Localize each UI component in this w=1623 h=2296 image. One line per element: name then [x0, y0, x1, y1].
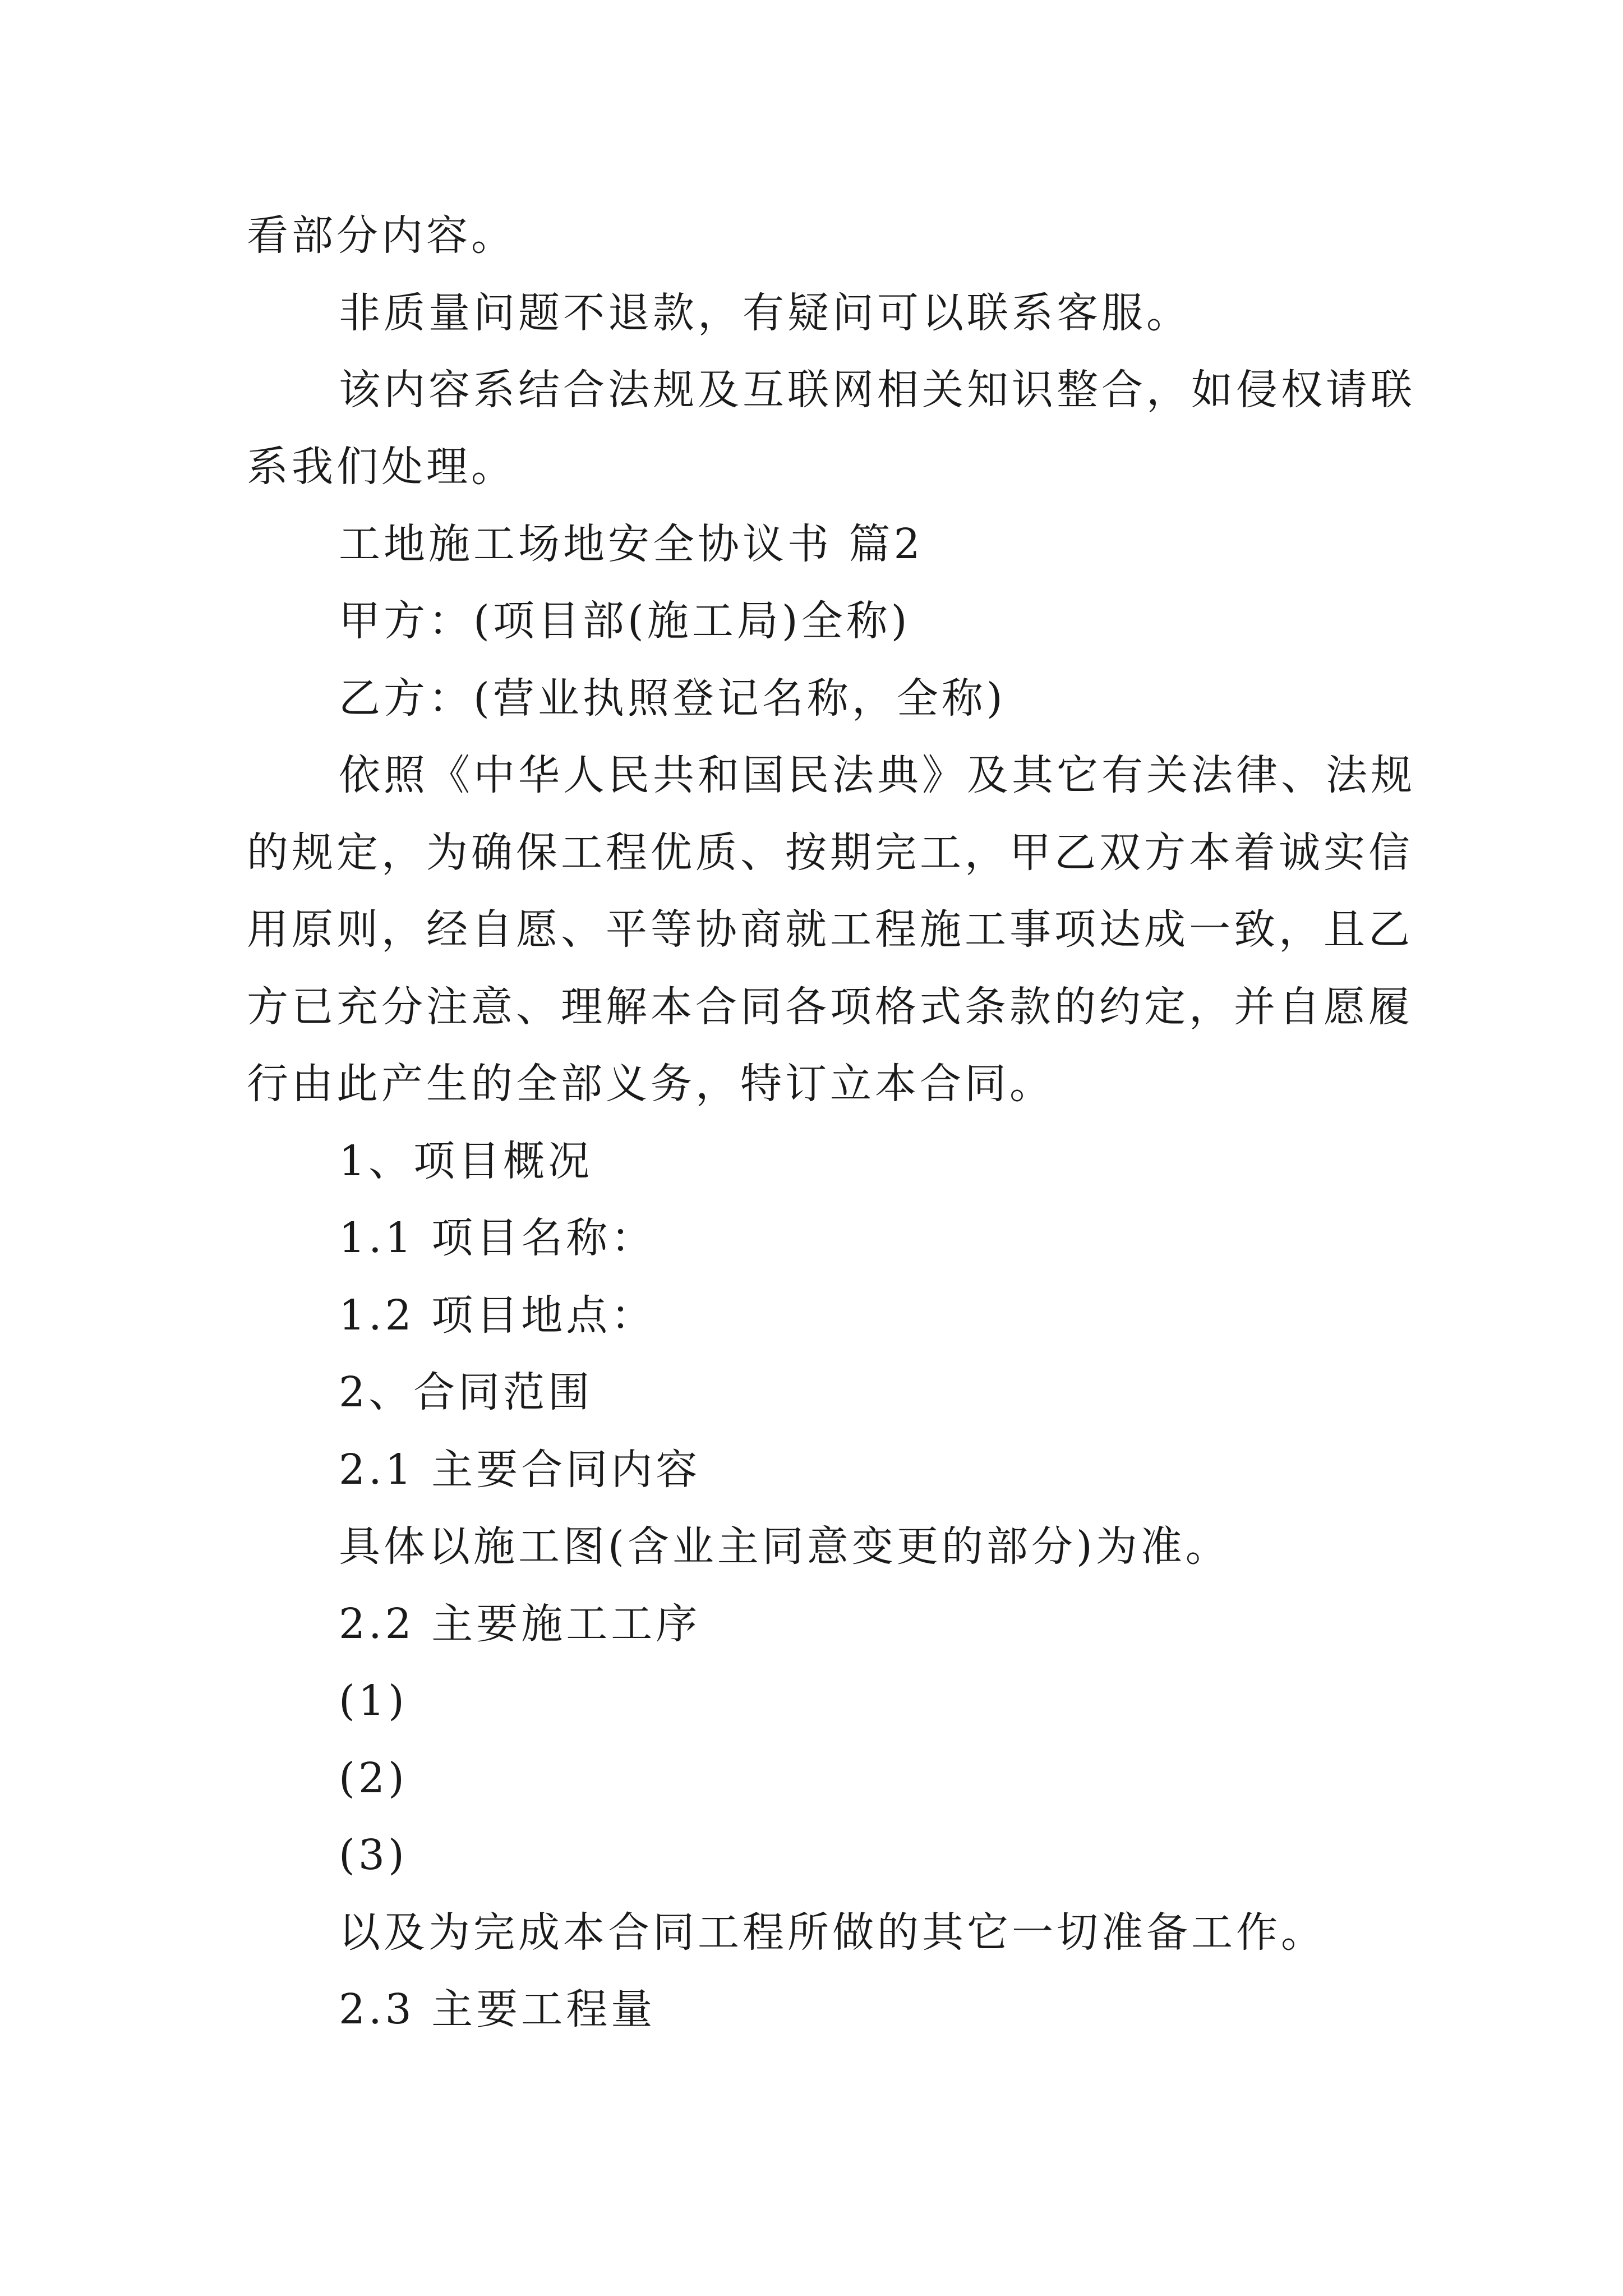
text-line: 乙方：(营业执照登记名称，全称): [339, 674, 1006, 723]
text-line: 看部分内容。: [247, 211, 516, 260]
text-line: 的规定，为确保工程优质、按期完工，甲乙双方本着诚实信: [247, 829, 1413, 877]
text-line: 1.1 项目名称：: [339, 1214, 656, 1262]
text-line: (1): [339, 1677, 408, 1725]
text-line: 2.1 主要合同内容: [339, 1446, 701, 1494]
text-line: 方已充分注意、理解本合同各项格式条款的约定，并自愿履: [247, 983, 1413, 1031]
text-line: (3): [339, 1831, 408, 1879]
text-line: 1、项目概况: [339, 1137, 593, 1185]
text-line: 以及为完成本合同工程所做的其它一切准备工作。: [339, 1908, 1326, 1957]
text-line: 具体以施工图(含业主同意变更的部分)为准。: [339, 1522, 1230, 1571]
text-line: 该内容系结合法规及互联网相关知识整合，如侵权请联: [339, 366, 1415, 414]
text-line: 甲方：(项目部(施工局)全称): [339, 597, 911, 645]
text-line: 2、合同范围: [339, 1368, 593, 1416]
text-line: 2.3 主要工程量: [339, 1985, 656, 2033]
text-line: (2): [339, 1754, 408, 1802]
text-line: 2.2 主要施工工序: [339, 1600, 701, 1648]
text-line: 用原则，经自愿、平等协商就工程施工事项达成一致，且乙: [247, 905, 1413, 954]
text-line: 行由此产生的全部义务，特订立本合同。: [247, 1060, 1054, 1108]
text-line: 依照《中华人民共和国民法典》及其它有关法律、法规: [339, 751, 1415, 799]
section-heading: 工地施工场地安全协议书 篇2: [339, 520, 924, 568]
text-line: 非质量问题不退款，有疑问可以联系客服。: [339, 289, 1191, 337]
text-line: 系我们处理。: [247, 443, 516, 491]
text-line: 1.2 项目地点：: [339, 1291, 656, 1340]
